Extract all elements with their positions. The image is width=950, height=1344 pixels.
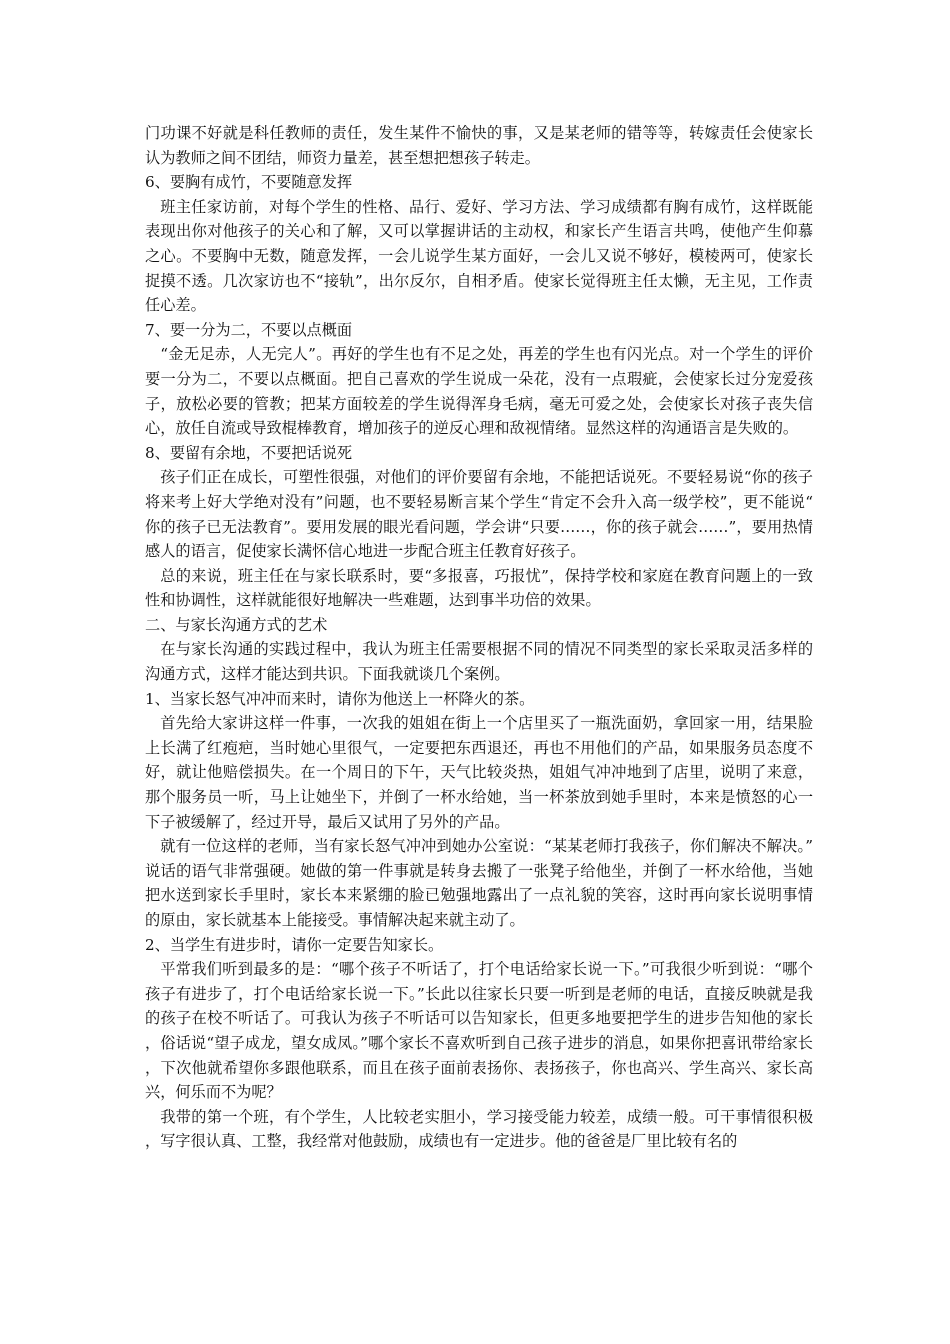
- paragraph: 孩子们正在成长，可塑性很强，对他们的评价要留有余地，不能把话说死。不要轻易说“你的孩子将来考上好大学绝对没有”问题，也不要轻易断言某个学生“肯定不会升入高一级学校”，更不能说“你的孩子已无法教育”。要用发展的眼光看问题，学会讲“只要……，你的孩子就会……”，要用热情感人的语言，促使家长满怀信心地进一步配合班主任教育好孩子。: [145, 468, 813, 561]
- paragraph: 总的来说，班主任在与家长联系时，要“多报喜，巧报忧”，保持学校和家庭在教育问题上的一致性和协调性，这样就能很好地解决一些难题，达到事半功倍的效果。: [145, 566, 813, 610]
- paragraph: 在与家长沟通的实践过程中，我认为班主任需要根据不同的情况不同类型的家长采取灵活多样的沟通方式，这样才能达到共识。下面我就谈几个案例。: [145, 640, 813, 684]
- section-heading: 2、当学生有进步时，请你一定要告知家长。: [145, 935, 444, 954]
- paragraph: 就有一位这样的老师，当有家长怒气冲冲到她办公室说：“某某老师打我孩子，你们解决不解决。”说话的语气非常强硬。她做的第一件事就是转身去搬了一张凳子给他坐，并倒了一杯水给他，当她把水送到家长手里时，家长本来紧绷的脸已勉强地露出了一点礼貌的笑容，这时再向家长说明事情的原由，家长就基本上能接受。事情解决起来就主动了。: [145, 837, 813, 929]
- paragraph: 班主任家访前，对每个学生的性格、品行、爱好、学习方法、学习成绩都有胸有成竹，这样既能表现出你对他孩子的关心和了解，又可以掌握讲话的主动权，和家长产生语言共鸣，使他产生仰慕之心。不要胸中无数，随意发挥，一会儿说学生某方面好，一会儿又说不够好，模棱两可，使家长捉摸不透。几次家访也不“接轨”，出尔反尔，自相矛盾。使家长觉得班主任太懒，无主见，工作责任心差。: [145, 197, 813, 315]
- paragraph: 门功课不好就是科任教师的责任，发生某件不愉快的事，又是某老师的错等等，转嫁责任会使家长认为教师之间不团结，师资力量差，甚至想把想孩子转走。: [145, 124, 813, 167]
- paragraph: “金无足赤，人无完人”。再好的学生也有不足之处，再差的学生也有闪光点。对一个学生的评价要一分为二，不要以点概面。把自己喜欢的学生说成一朵花，没有一点瑕疵，会使家长过分宠爱孩子，放松必要的管教；把某方面较差的学生说得浑身毛病，毫无可爱之处，会使家长对孩子丧失信心，放任自流或导致棍棒教育，增加孩子的逆反心理和敌视情绪。显然这样的沟通语言是失败的。: [145, 345, 813, 438]
- paragraph: 平常我们听到最多的是：“哪个孩子不听话了，打个电话给家长说一下。”可我很少听到说：“哪个孩子有进步了，打个电话给家长说一下。”长此以往家长只要一听到是老师的电话，直接反映就是我的孩子在校不听话了。可我认为孩子不听话可以告知家长，但更多地要把学生的进步告知他的家长，俗话说“望子成龙，望女成凤。”哪个家长不喜欢听到自己孩子进步的消息，如果你把喜讯带给家长，下次他就希望你多跟他联系，而且在孩子面前表扬你、表扬孩子，你也高兴、学生高兴、家长高兴，何乐而不为呢？: [145, 960, 813, 1102]
- section-heading: 1、当家长怒气冲冲而来时，请你为他送上一杯降火的茶。: [145, 689, 535, 708]
- paragraph: 首先给大家讲这样一件事，一次我的姐姐在街上一个店里买了一瓶洗面奶，拿回家一用，结果脸上长满了红疱疤，当时她心里很气，一定要把东西退还，再也不用他们的产品，如果服务员态度不好，就让他赔偿损失。在一个周日的下午，天气比较炎热，姐姐气冲冲地到了店里，说明了来意，那个服务员一听，马上让她坐下，并倒了一杯水给她，当一杯茶放到她手里时，本来是愤怒的心一下子被缓解了，经过开导，最后又试用了另外的产品。: [145, 714, 813, 831]
- section-heading: 6、要胸有成竹，不要随意发挥: [145, 173, 353, 192]
- section-heading: 7、要一分为二，不要以点概面: [145, 320, 353, 339]
- section-heading: 8、要留有余地，不要把话说死: [145, 443, 353, 462]
- paragraph: 我带的第一个班，有个学生，人比较老实胆小，学习接受能力较差，成绩一般。可干事情很积极，写字很认真、工整，我经常对他鼓励，成绩也有一定进步。他的爸爸是厂里比较有名的: [145, 1107, 813, 1151]
- document-body: [145, 121, 813, 1154]
- section-heading: 二、与家长沟通方式的艺术: [145, 615, 328, 634]
